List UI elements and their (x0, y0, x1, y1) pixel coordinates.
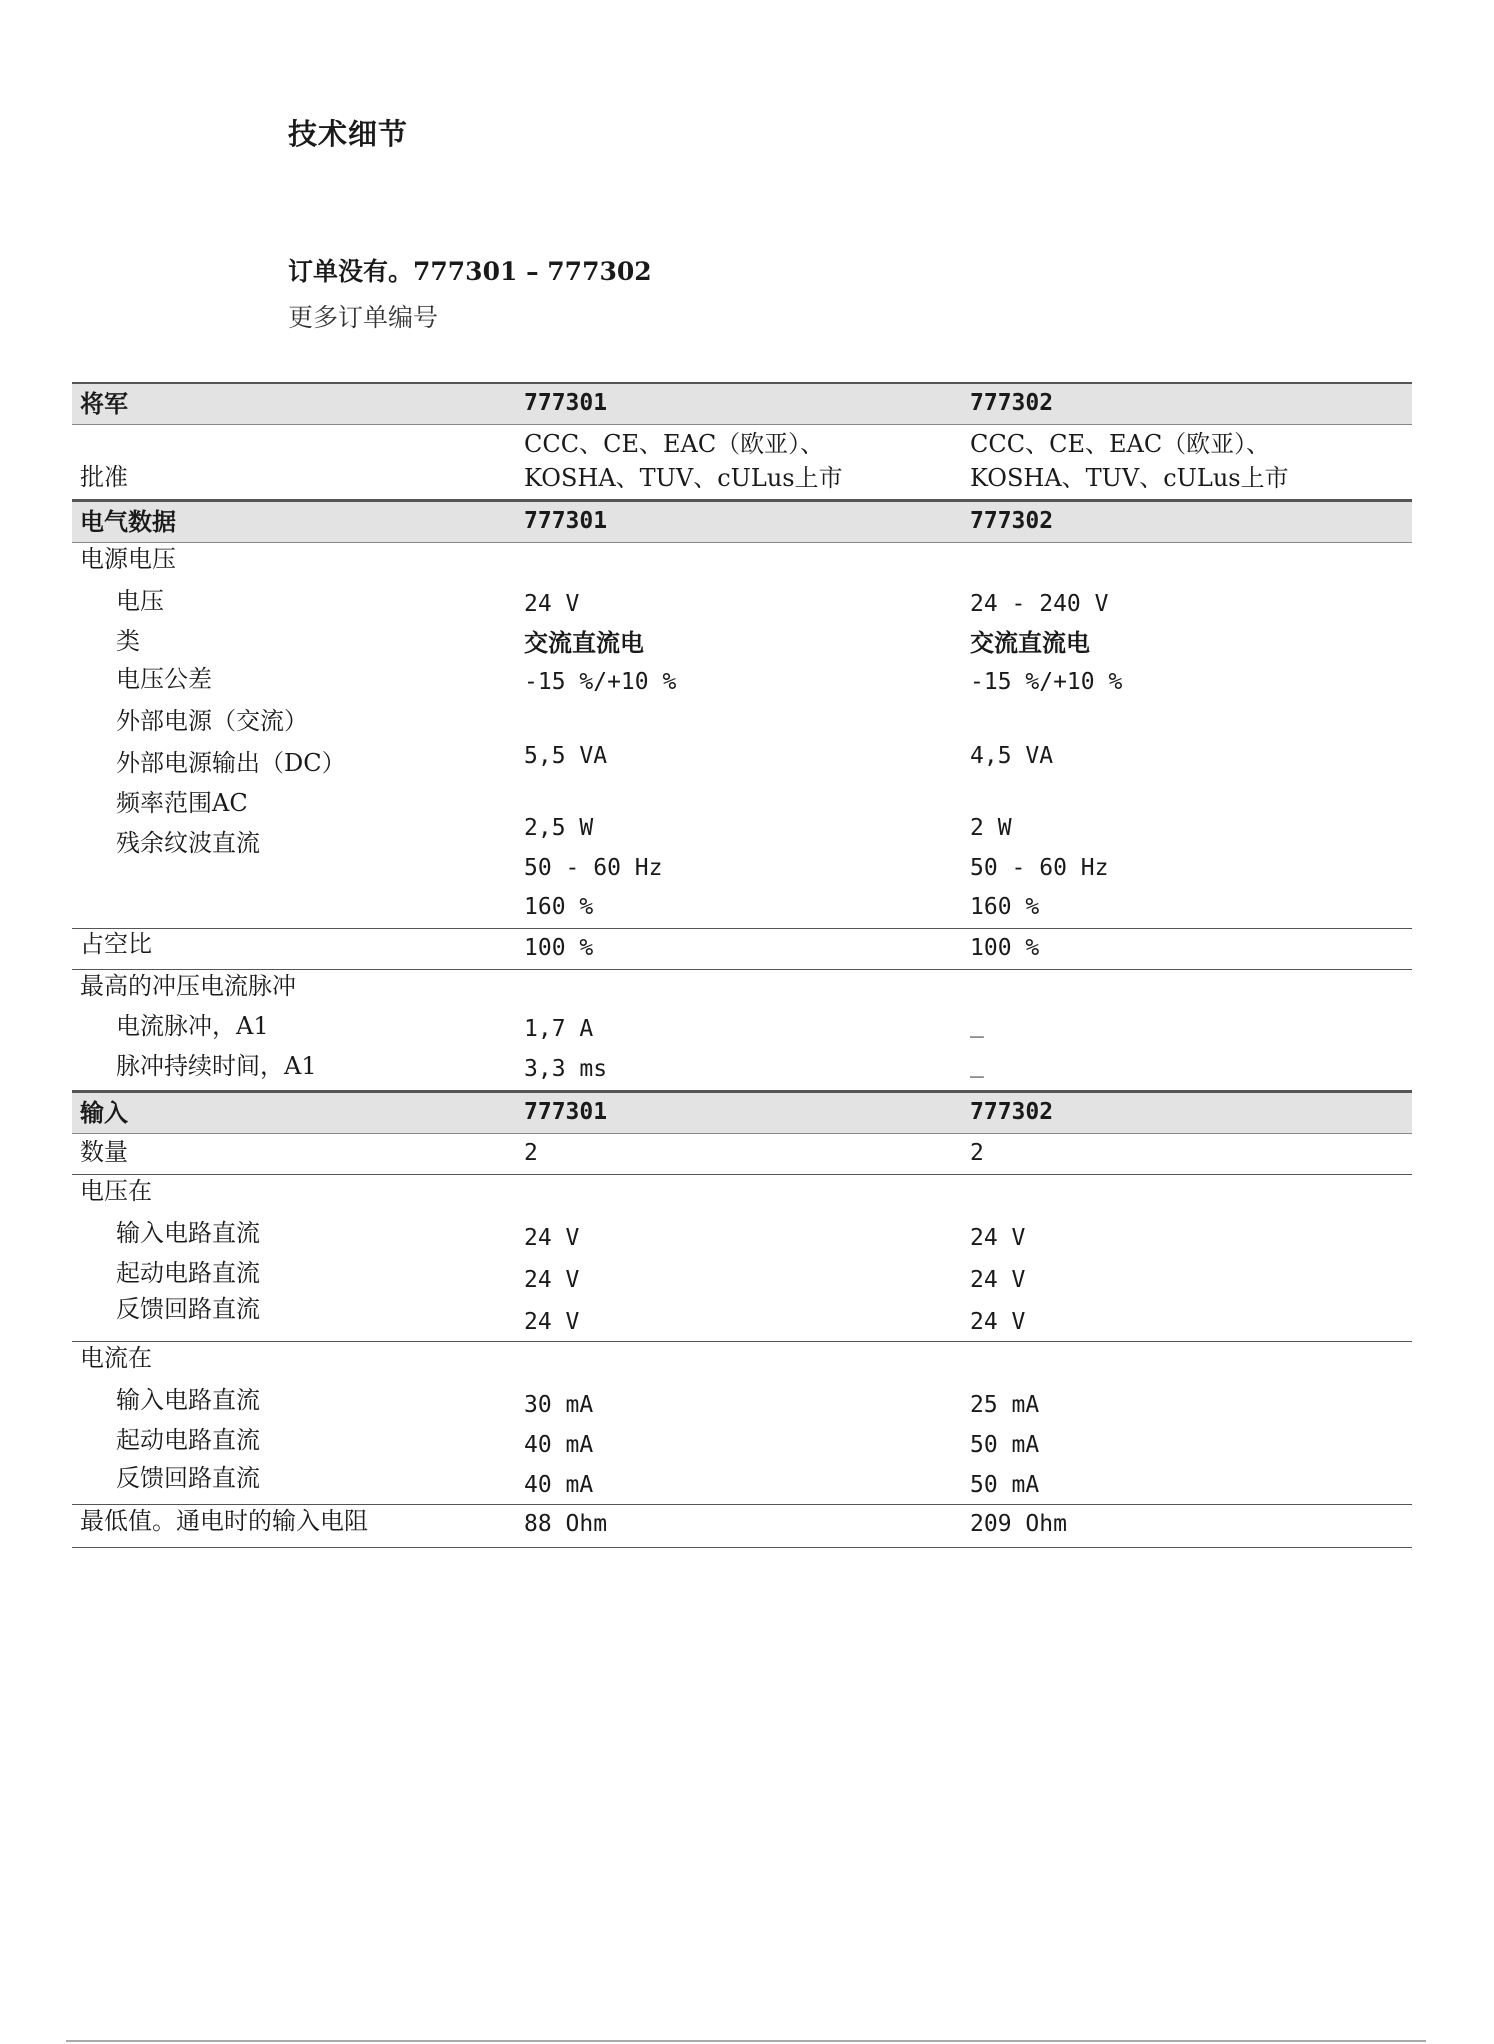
section-header-electrical (72, 500, 1412, 543)
row-label: 占空比 (80, 930, 152, 958)
v2-resistance: 209 Ohm (970, 1511, 1067, 1537)
page-title: 技术细节 (288, 117, 409, 151)
v2-input-current: 25 mA (970, 1392, 1040, 1418)
v2-tolerance: -15 %/+10 % (970, 669, 1123, 695)
row-label: 批准 (80, 463, 128, 491)
sub-label-ext-ac: 外部电源（交流） (116, 707, 308, 735)
v1-feedback-voltage: 24 V (524, 1309, 580, 1335)
sub-label-ext-dc: 外部电源输出（DC） (116, 749, 346, 777)
v2-duty: 100 % (970, 935, 1040, 961)
footer-divider (66, 2040, 1426, 2042)
v1-input-voltage: 24 V (524, 1225, 580, 1251)
v1-feedback-current: 40 mA (524, 1472, 594, 1498)
v1-tolerance: -15 %/+10 % (524, 669, 677, 695)
col1-header: 777301 (524, 508, 608, 534)
v2-pulse: _ (970, 1012, 984, 1038)
sub-label-ripple: 残余纹波直流 (116, 829, 260, 857)
col2-header: 777302 (970, 390, 1054, 416)
row-count (72, 1134, 1412, 1175)
col1-header: 777301 (524, 390, 608, 416)
v2-feedback-voltage: 24 V (970, 1309, 1026, 1335)
section-title: 电气数据 (80, 507, 176, 536)
v1-duration: 3,3 ms (524, 1056, 608, 1082)
approval-v1-line2: KOSHA、TUV、cULus上市 (524, 464, 843, 492)
sub-label-start-circuit: 起动电路直流 (116, 1426, 260, 1454)
section-title: 将军 (80, 389, 128, 418)
v2-power: 2 W (970, 815, 1012, 841)
section-header-inputs (72, 1091, 1412, 1134)
col1-header: 777301 (524, 1099, 608, 1125)
sub-label-pulse: 电流脉冲，A1 (116, 1012, 269, 1040)
col2-header: 777302 (970, 1099, 1054, 1125)
v1-start-current: 40 mA (524, 1432, 594, 1458)
row-label: 数量 (80, 1138, 128, 1166)
row-label: 电流在 (80, 1344, 152, 1372)
v2-start-voltage: 24 V (970, 1267, 1026, 1293)
v2-frequency: 50 - 60 Hz (970, 855, 1109, 881)
row-label: 最高的冲压电流脉冲 (80, 972, 296, 1000)
row-label: 最低值。通电时的输入电阻 (80, 1507, 368, 1535)
section-header-general (72, 382, 1412, 425)
v2-feedback-current: 50 mA (970, 1472, 1040, 1498)
sub-label-feedback-circuit: 反馈回路直流 (116, 1295, 260, 1323)
sub-label-tolerance: 电压公差 (116, 665, 212, 693)
sub-label-start-circuit: 起动电路直流 (116, 1259, 260, 1287)
v2-start-current: 50 mA (970, 1432, 1040, 1458)
row-supply-voltage (72, 543, 1412, 929)
v1-count: 2 (524, 1140, 538, 1166)
v2-duration: _ (970, 1052, 984, 1078)
row-input-voltage (72, 1175, 1412, 1342)
v1-type: 交流直流电 (524, 628, 644, 657)
approval-v1-line1: CCC、CE、EAC（欧亚）、 (524, 430, 825, 458)
v2-type: 交流直流电 (970, 628, 1090, 657)
col2-header: 777302 (970, 508, 1054, 534)
v1-resistance: 88 Ohm (524, 1511, 608, 1537)
sub-label-type: 类 (116, 627, 140, 655)
v2-voltage: 24 - 240 V (970, 591, 1109, 617)
row-inrush (72, 970, 1412, 1091)
sub-label-duration: 脉冲持续时间，A1 (116, 1052, 317, 1080)
order-number-range: 订单没有。777301 – 777302 (288, 257, 652, 286)
sub-label-input-circuit: 输入电路直流 (116, 1386, 260, 1414)
v1-ripple: 160 % (524, 894, 594, 920)
v2-count: 2 (970, 1140, 984, 1166)
sub-label-voltage: 电压 (116, 587, 164, 615)
row-label: 电源电压 (80, 545, 176, 573)
sub-label-frequency: 频率范围AC (116, 789, 248, 817)
v1-power: 2,5 W (524, 815, 594, 841)
v1-frequency: 50 - 60 Hz (524, 855, 663, 881)
v1-input-current: 30 mA (524, 1392, 594, 1418)
v1-ext-power: 5,5 VA (524, 743, 608, 769)
section-title: 输入 (80, 1098, 128, 1127)
v1-voltage: 24 V (524, 591, 580, 617)
v2-ripple: 160 % (970, 894, 1040, 920)
sub-label-feedback-circuit: 反馈回路直流 (116, 1464, 260, 1492)
row-approval (72, 425, 1412, 500)
v2-input-voltage: 24 V (970, 1225, 1026, 1251)
technical-data-table (72, 382, 1412, 1548)
approval-v2-line2: KOSHA、TUV、cULus上市 (970, 464, 1289, 492)
row-label: 电压在 (80, 1177, 152, 1205)
row-min-input-resistance (72, 1505, 1412, 1548)
sub-label-input-circuit: 输入电路直流 (116, 1219, 260, 1247)
v1-pulse: 1,7 A (524, 1016, 594, 1042)
v1-start-voltage: 24 V (524, 1267, 580, 1293)
row-duty-cycle (72, 929, 1412, 970)
v2-ext-power: 4,5 VA (970, 743, 1054, 769)
row-input-current (72, 1342, 1412, 1505)
approval-v2-line1: CCC、CE、EAC（欧亚）、 (970, 430, 1271, 458)
more-order-numbers-link[interactable]: 更多订单编号 (288, 303, 439, 332)
v1-duty: 100 % (524, 935, 594, 961)
